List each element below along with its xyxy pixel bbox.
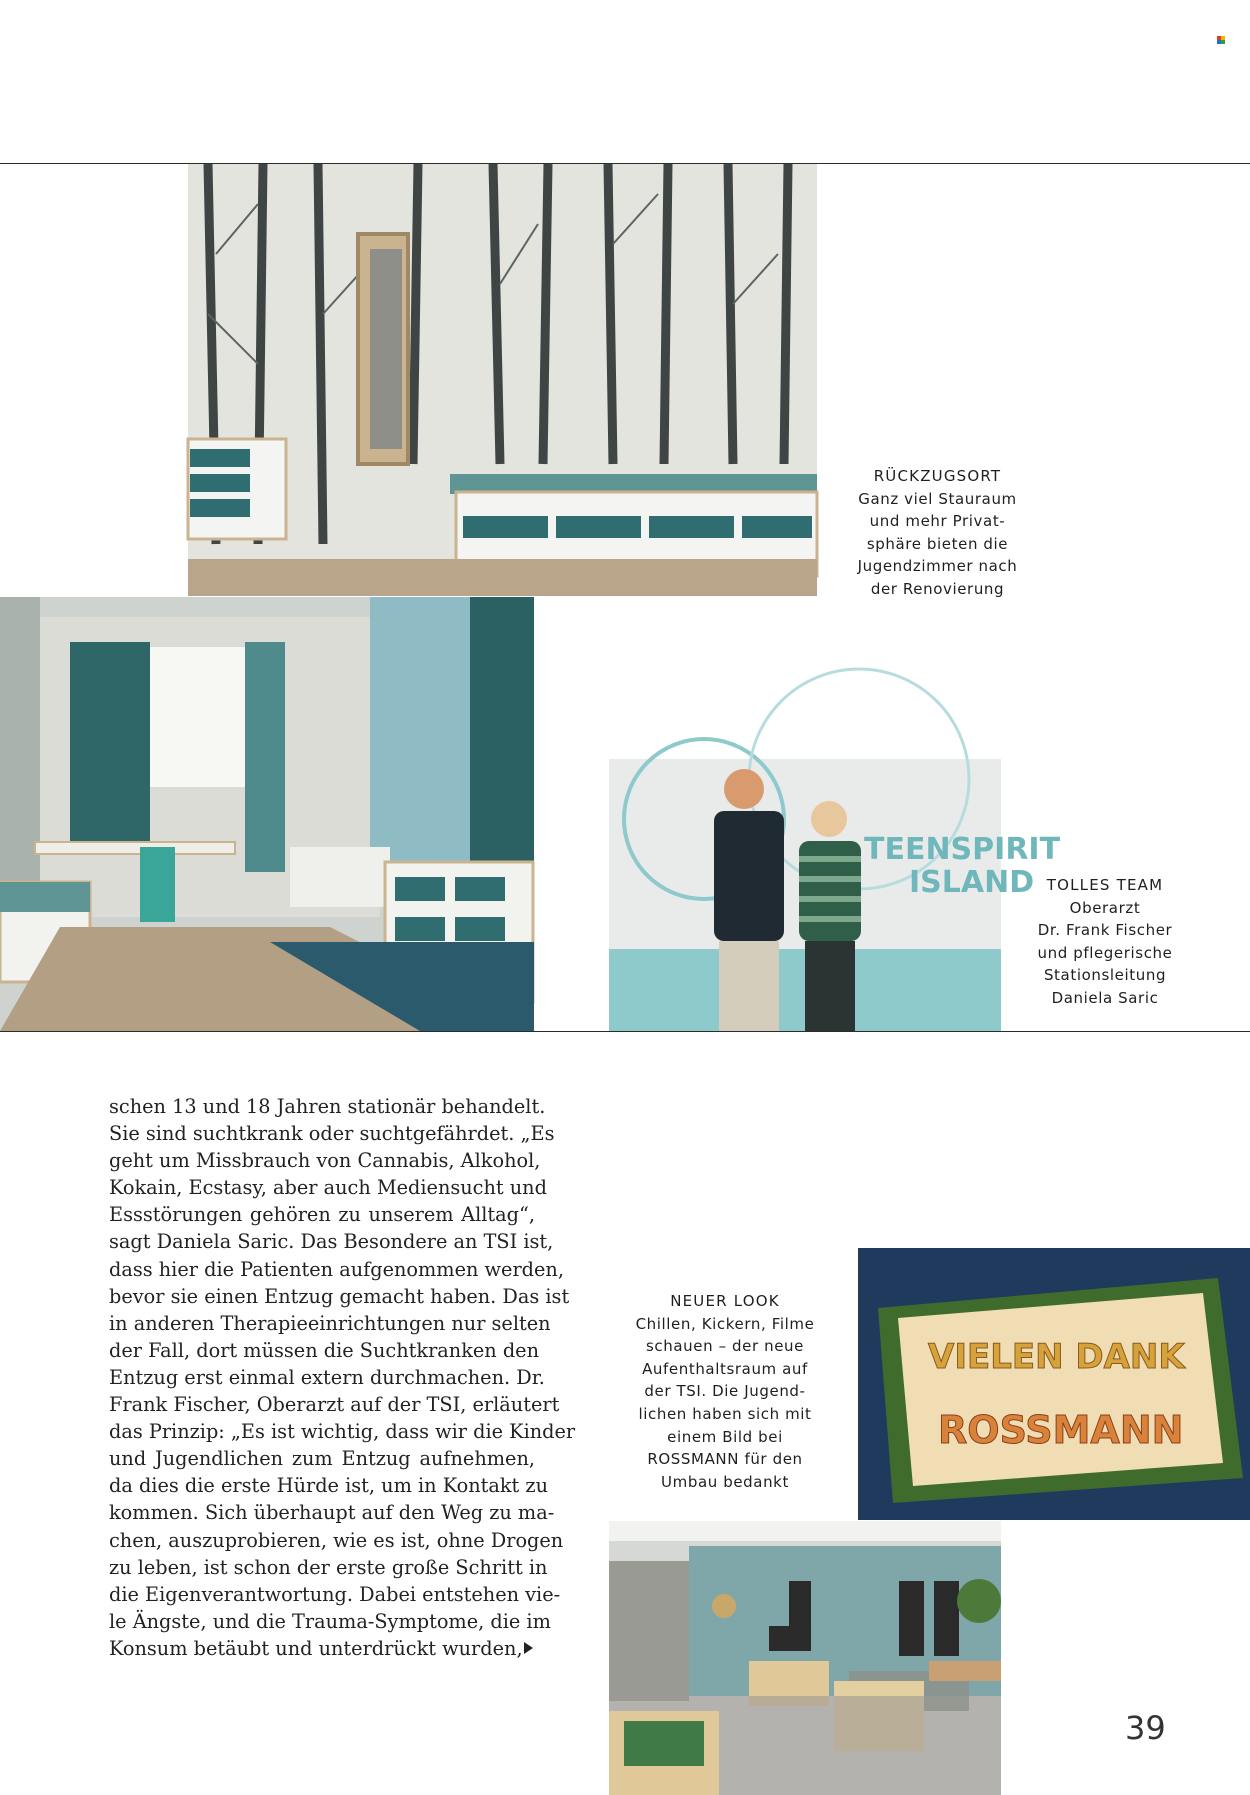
- article-line: Konsum betäubt und unterdrückt wurden,: [109, 1636, 523, 1660]
- page-number: 39: [1125, 1709, 1166, 1747]
- article-line: zu leben, ist schon der erste große Schritt in: [109, 1555, 548, 1579]
- caption-rueckzugsort: [840, 465, 1035, 601]
- article-line: Essstörungen gehören zu unserem Alltag“,: [109, 1203, 535, 1227]
- middle-rule: [0, 1031, 1250, 1032]
- article-line: sagt Daniela Saric. Das Besondere an TSI ist,: [109, 1230, 554, 1254]
- painting-text: VIELEN DANK: [928, 1337, 1185, 1377]
- wall-sign-text: TEENSPIRIT: [864, 832, 1061, 867]
- caption-line: und mehr Privat-: [869, 512, 1006, 531]
- photo-common-room: [609, 1521, 1001, 1795]
- caption-line: Umbau bedankt: [661, 1472, 789, 1491]
- caption-line: schauen – der neue: [646, 1337, 804, 1356]
- caption-line: Dr. Frank Fischer: [1037, 921, 1173, 940]
- article-line: Entzug erst einmal extern durchmachen. Dr.: [109, 1365, 545, 1389]
- caption-line: lichen haben sich mit: [638, 1404, 812, 1423]
- wall-sign-text: ISLAND: [909, 865, 1035, 900]
- caption-line: einem Bild bei: [667, 1427, 783, 1446]
- caption-line: Daniela Saric: [1051, 988, 1159, 1007]
- photo-thank-you-painting: [858, 1248, 1250, 1520]
- article-line: und Jugendlichen zum Entzug aufnehmen,: [109, 1447, 535, 1471]
- caption-line: Jugendzimmer nach: [857, 557, 1018, 576]
- caption-line: sphäre bieten die: [866, 534, 1009, 553]
- article-line: Kokain, Ecstasy, aber auch Mediensucht und: [109, 1176, 547, 1200]
- continue-arrow-icon: [524, 1642, 533, 1654]
- article-line: das Prinzip: „Es ist wichtig, dass wir die Kinder: [109, 1420, 576, 1444]
- caption-line: der Renovierung: [870, 579, 1005, 598]
- article-line: geht um Missbrauch von Cannabis, Alkohol,: [109, 1149, 541, 1173]
- caption-line: Stationsleitung: [1043, 966, 1167, 985]
- caption-line: Oberarzt: [1069, 898, 1141, 917]
- article-line: Frank Fischer, Oberarzt auf der TSI, erläutert: [109, 1393, 560, 1417]
- caption-line: Chillen, Kickern, Filme: [635, 1314, 815, 1333]
- caption-tolles-team: [1020, 874, 1190, 1010]
- caption-line: Ganz viel Stauraum: [858, 489, 1017, 508]
- article-line: chen, auszuprobieren, wie es ist, ohne Drogen: [109, 1528, 564, 1552]
- caption-title: NEUER LOOK: [670, 1292, 780, 1310]
- article-body: [109, 1093, 576, 1662]
- caption-line: Aufenthaltsraum auf: [642, 1359, 808, 1378]
- article-line: Sie sind suchtkrank oder suchtgefährdet. „Es: [109, 1122, 555, 1146]
- article-line: in anderen Therapieeinrichtungen nur selten: [109, 1311, 551, 1335]
- article-line: der Fall, dort müssen die Suchtkranken den: [109, 1338, 540, 1362]
- photo-bedroom: [0, 597, 534, 1031]
- caption-line: der TSI. Die Jugend-: [644, 1382, 806, 1401]
- article-line: bevor sie einen Entzug gemacht haben. Das ist: [109, 1284, 570, 1308]
- photo-birch-room: [188, 164, 817, 596]
- article-line: die Eigenverantwortung. Dabei entstehen vie-: [109, 1582, 561, 1606]
- article-line: dass hier die Patienten aufgenommen werden,: [109, 1257, 564, 1281]
- caption-title: RÜCKZUGSORT: [873, 467, 1002, 485]
- article-line: le Ängste, und die Trauma-Symptome, die im: [109, 1609, 551, 1633]
- article-line: kommen. Sich überhaupt auf den Weg zu ma-: [109, 1501, 555, 1525]
- caption-line: und pflegerische: [1037, 943, 1173, 962]
- article-line: da dies die erste Hürde ist, um in Kontakt zu: [109, 1474, 549, 1498]
- article-line: schen 13 und 18 Jahren stationär behandelt.: [109, 1095, 546, 1118]
- caption-line: ROSSMANN für den: [647, 1450, 803, 1469]
- photo-team: [609, 759, 1061, 1031]
- painting-text: ROSSMANN: [938, 1408, 1184, 1452]
- brand-logo-icon: [1217, 36, 1226, 44]
- caption-neuer-look: [615, 1290, 835, 1493]
- caption-title: TOLLES TEAM: [1046, 876, 1164, 894]
